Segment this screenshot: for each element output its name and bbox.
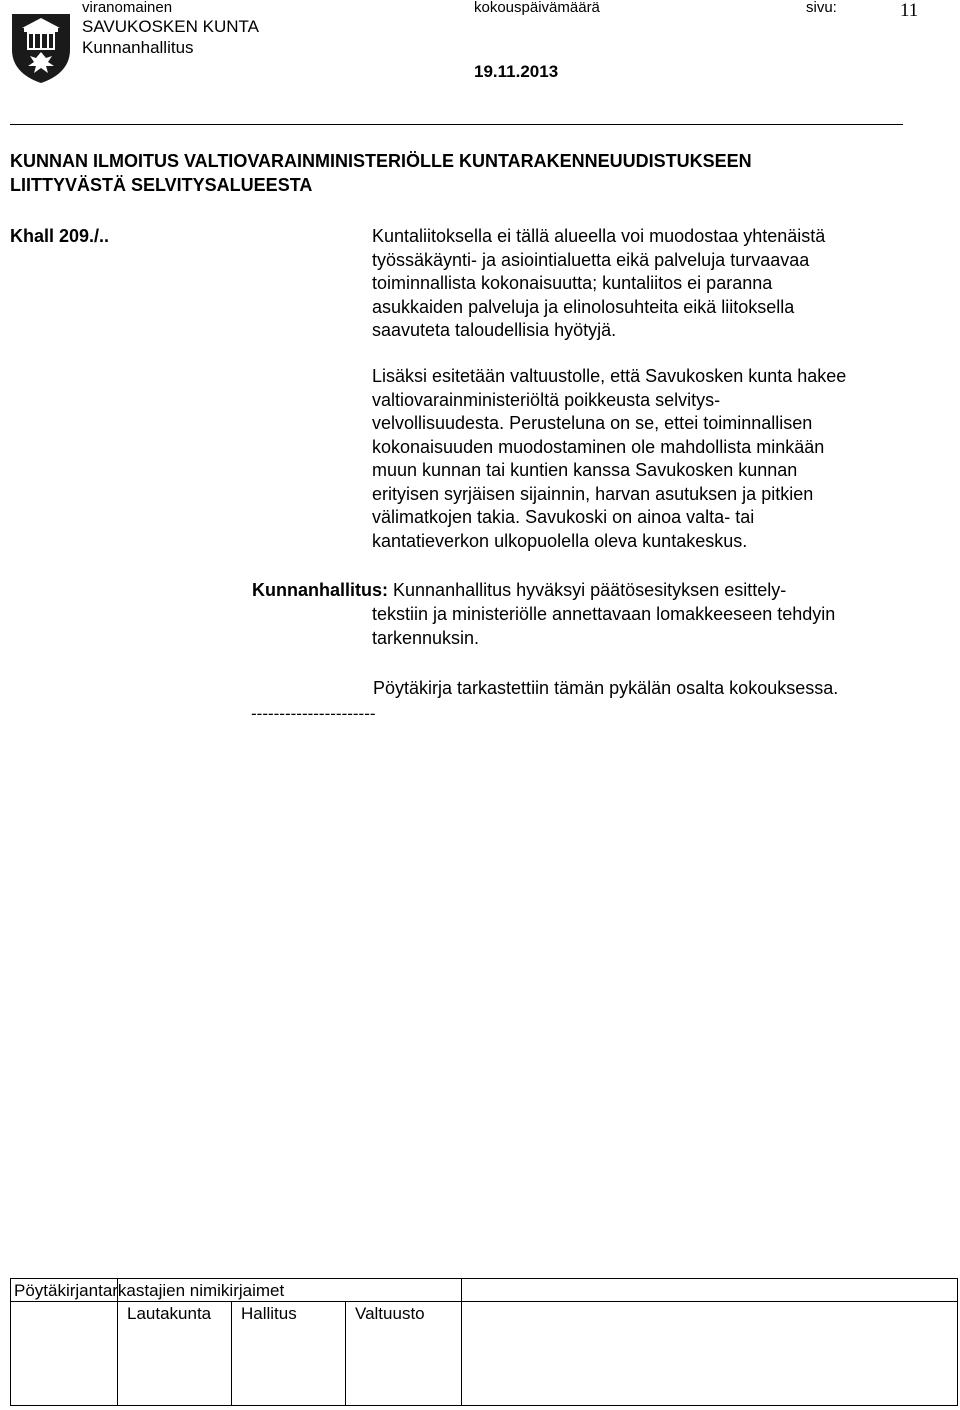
title-line-1: KUNNAN ILMOITUS VALTIOVARAINMINISTERIÖLLE KUNTARAKENNEUUDISTUKSEEN [10,151,752,171]
footer-right-border [957,1278,958,1406]
paragraph-2-line: valtiovarainministeriöltä poikkeusta selvitys- [372,389,721,410]
footer-divider-3 [345,1301,346,1406]
paragraph-2-line: velvollisuudesta. Perusteluna on se, ettei toiminnallisen [372,413,813,433]
footer-divider-4 [461,1278,462,1406]
coat-of-arms-icon [10,12,72,84]
paragraph-2-line: Lisäksi esitetään valtuustolle, että Savukosken kunta hakee [372,366,847,386]
footer-divider-2 [231,1301,232,1406]
organization-name: SAVUKOSKEN KUNTA [82,17,259,36]
decision-first-line [252,579,942,603]
decision-continuation [372,603,942,650]
footer-title: Pöytäkirjantarkastajien nimikirjaimet [14,1281,285,1300]
paragraph-1-line: saavuteta taloudellisia hyötyjä. [372,320,617,340]
paragraph-1-line: työssäkäynti- ja asiointialuetta eikä palveluja turvaavaa [372,249,810,270]
paragraph-1-line: asukkaiden palveluja ja elinolosuhteita eikä liitoksella [372,296,795,317]
page-label: sivu: [806,0,837,16]
authority-label: viranomainen [82,0,173,16]
footer-left-border [10,1278,11,1406]
header-rule [10,124,903,125]
section-reference: Khall 209./.. [10,226,110,246]
body-name: Kunnanhallitus [82,38,194,57]
paragraph-2-line: kokonaisuuden muodostaminen ole mahdollista minkään [372,436,825,457]
meeting-date: 19.11.2013 [474,62,559,81]
decision-line: tekstiin ja ministeriölle annettavaan lomakkeeseen tehdyin [372,604,836,624]
paragraph-2-line: välimatkojen takia. Savukoski on ainoa valta- tai [372,507,755,527]
page-number: 11 [900,0,919,21]
document-title [10,149,940,197]
footer-col-lautakunta: Lautakunta [127,1304,212,1323]
paragraph-1 [372,225,942,343]
footer-col-valtuusto: Valtuusto [355,1304,425,1323]
minutes-note: Pöytäkirja tarkastettiin tämän pykälän osalta kokouksessa. [373,678,839,698]
paragraph-2-line: kantatieverkon ulkopuolella oleva kuntakeskus. [372,530,748,551]
paragraph-2 [372,365,942,553]
decision-text: Kunnanhallitus hyväksyi päätösesityksen esittely- [393,580,787,600]
footer-top-border [10,1278,958,1279]
footer-col-hallitus: Hallitus [241,1304,297,1323]
decision-line: tarkennuksin. [372,627,480,648]
section-separator: ---------------------- [251,704,376,723]
paragraph-2-line: muun kunnan tai kuntien kanssa Savukosken kunnan [372,460,798,480]
paragraph-1-line: toiminnallista kokonaisuutta; kuntaliitos ei paranna [372,273,773,293]
decision-label: Kunnanhallitus: [252,580,388,600]
title-line-2: LIITTYVÄSTÄ SELVITYSALUEESTA [10,175,313,195]
meeting-date-label: kokouspäivämäärä [474,0,600,16]
paragraph-1-line: Kuntaliitoksella ei tällä alueella voi muodostaa yhtenäistä [372,226,826,246]
paragraph-2-line: erityisen syrjäisen sijainnin, harvan asutuksen ja pitkien [372,483,814,504]
footer-row-top-border [10,1301,958,1302]
footer-divider-1 [117,1278,118,1406]
